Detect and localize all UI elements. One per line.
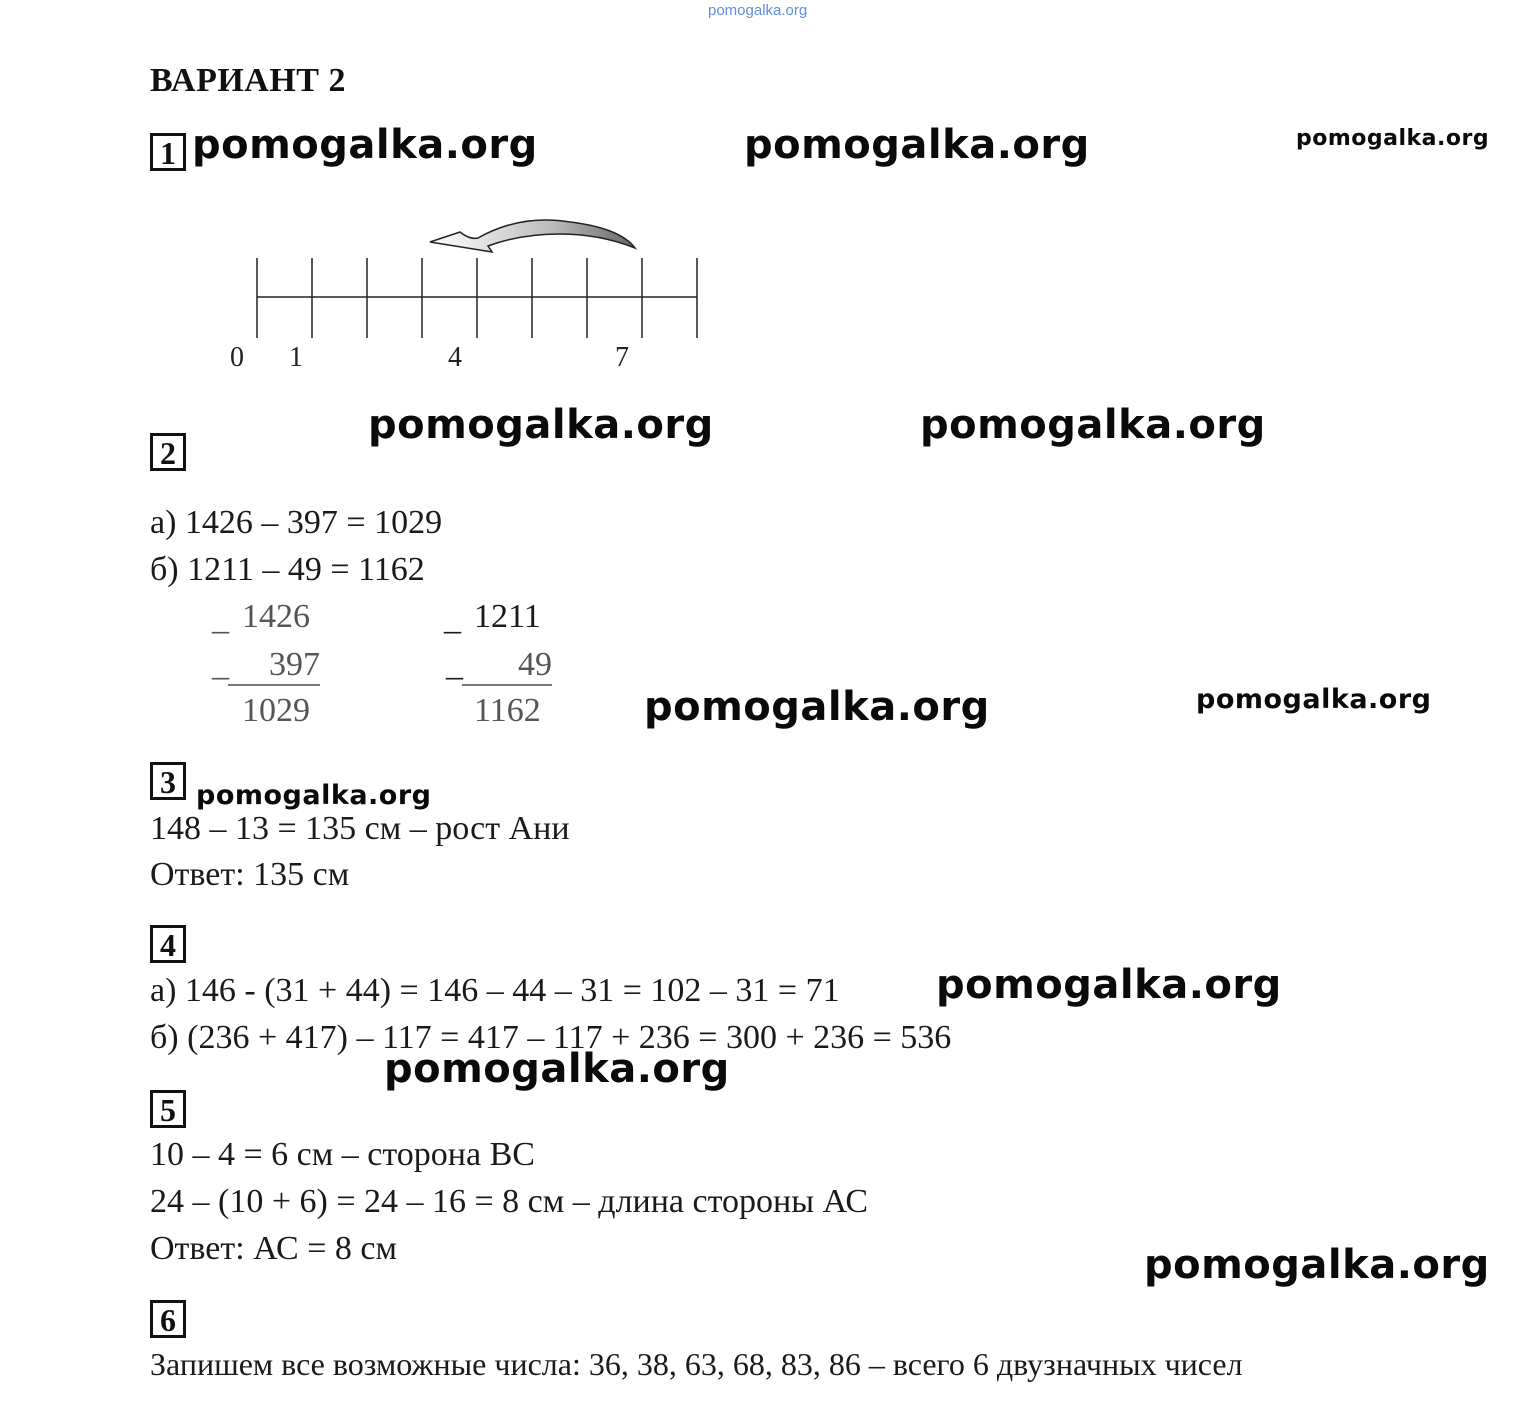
tick-label: 4 — [448, 342, 462, 373]
task-2-line-b: б) 1211 – 49 = 1162 — [150, 551, 425, 588]
task-5-line-3: Ответ: АС = 8 см — [150, 1230, 397, 1267]
top-watermark: pomogalka.org — [708, 2, 808, 19]
watermark: pomogalka.org — [384, 1046, 730, 1092]
watermark: pomogalka.org — [644, 684, 990, 730]
task-4-number: 4 — [150, 925, 186, 963]
column-sub: 397 — [228, 646, 320, 686]
watermark: pomogalka.org — [1296, 126, 1490, 151]
task-4-line-a: а) 146 - (31 + 44) = 146 – 44 – 31 = 102 – 31 = 71 — [150, 972, 840, 1009]
watermark: pomogalka.org — [368, 402, 714, 448]
column-top: 1211 — [474, 598, 541, 635]
watermark: pomogalka.org — [192, 122, 538, 168]
page-title: ВАРИАНТ 2 — [150, 62, 346, 99]
column-result: 1029 — [242, 692, 310, 729]
task-6-line-1: Запишем все возможные числа: 36, 38, 63, 68, 83, 86 – всего 6 двузначных чисел — [150, 1346, 1243, 1382]
column-minus: _ — [212, 646, 229, 683]
task-4-line-b: б) (236 + 417) – 117 = 417 – 117 + 236 = 300 + 236 = 536 — [150, 1019, 952, 1056]
column-result: 1162 — [474, 692, 541, 729]
tick-label: 0 — [230, 342, 244, 373]
watermark: pomogalka.org — [1144, 1242, 1490, 1288]
task-3-line-1: 148 – 13 = 135 см – рост Ани — [150, 810, 570, 847]
tick-label: 1 — [289, 342, 303, 373]
watermark: pomogalka.org — [1196, 684, 1432, 715]
jump-arrow — [430, 220, 635, 252]
watermark: pomogalka.org — [744, 122, 1090, 168]
number-line-diagram — [220, 210, 720, 350]
column-minus: _ — [446, 646, 463, 683]
column-top: 1426 — [242, 598, 310, 635]
watermark: pomogalka.org — [920, 402, 1266, 448]
column-minus: _ — [444, 600, 461, 637]
task-5-line-2: 24 – (10 + 6) = 24 – 16 = 8 см – длина стороны АС — [150, 1183, 869, 1220]
task-1-number: 1 — [150, 133, 186, 171]
task-5-line-1: 10 – 4 = 6 см – сторона ВС — [150, 1136, 535, 1173]
task-5-number: 5 — [150, 1090, 186, 1128]
watermark: pomogalka.org — [196, 780, 432, 811]
column-minus: _ — [212, 600, 229, 637]
tick-label: 7 — [615, 342, 629, 373]
task-3-number: 3 — [150, 762, 186, 800]
task-3-line-2: Ответ: 135 см — [150, 856, 350, 893]
column-sub: 49 — [462, 646, 552, 686]
task-6-number: 6 — [150, 1300, 186, 1338]
watermark: pomogalka.org — [936, 962, 1282, 1008]
task-2-number: 2 — [150, 433, 186, 471]
task-2-line-a: а) 1426 – 397 = 1029 — [150, 504, 443, 541]
